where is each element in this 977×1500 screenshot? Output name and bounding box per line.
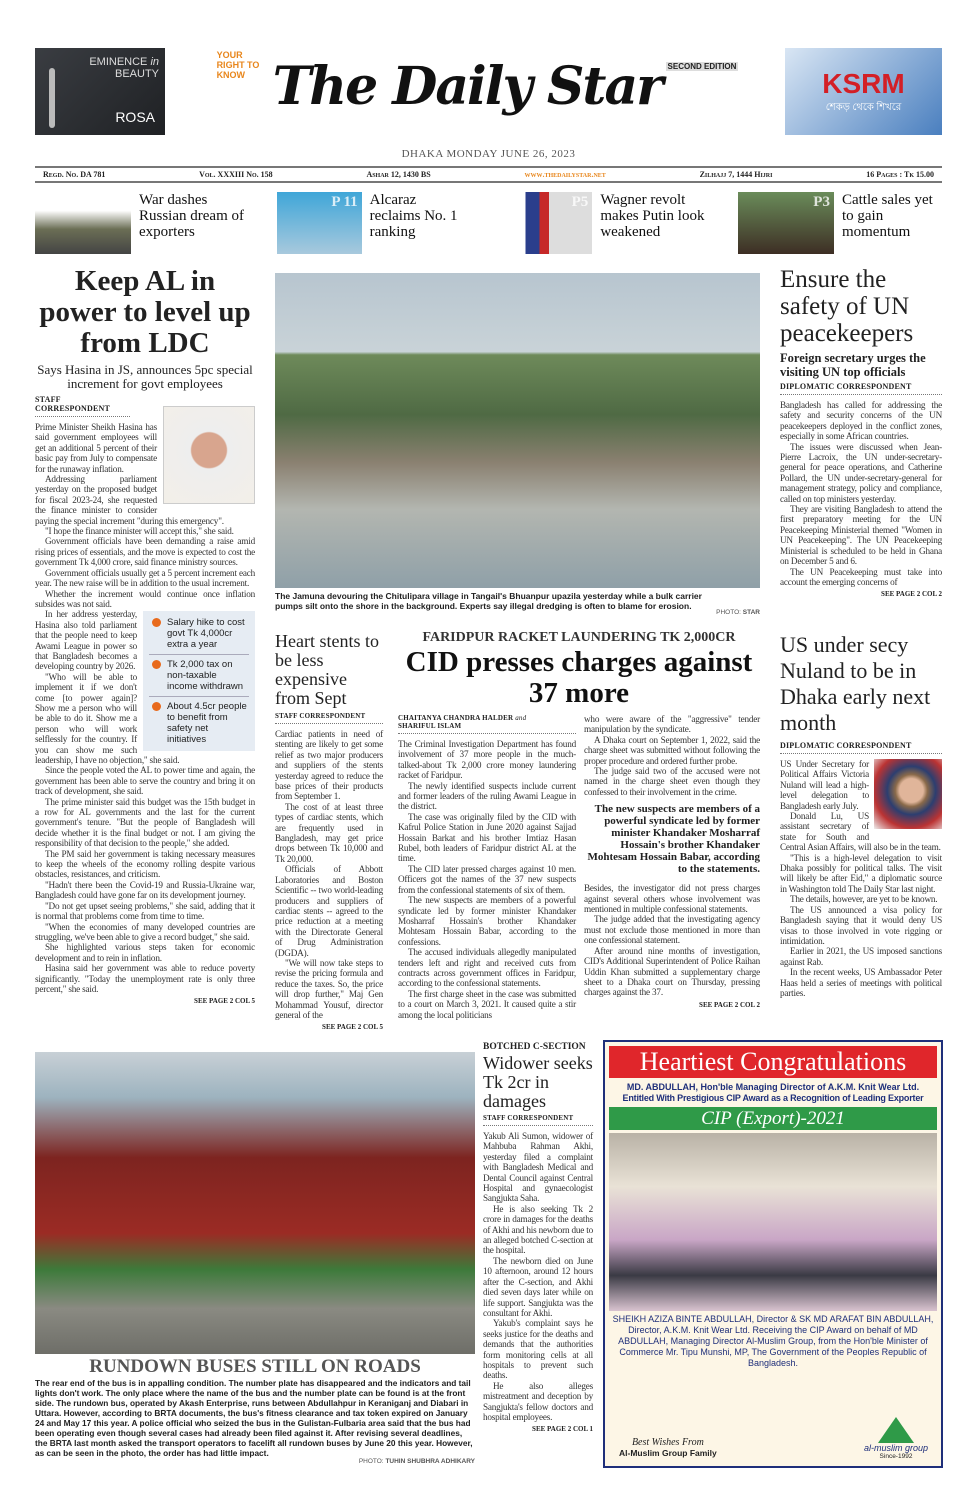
un-byline: DIPLOMATIC CORRESPONDENT bbox=[780, 382, 942, 395]
paragraph: The judge said two of the accused were not named in the charge sheet even though they confessed to their involvement in the crime. bbox=[584, 766, 760, 797]
stents-byline: STAFF CORRESPONDENT bbox=[275, 712, 383, 724]
widower-headline[interactable]: Widower seeks Tk 2cr in damages bbox=[483, 1053, 593, 1111]
teaser-item[interactable] bbox=[35, 192, 249, 254]
paragraph: "We will now take steps to revise the pricing formula and reduce the taxes. So, the price will drop further," Maj Gen Mohammad Yousuf, director general of the bbox=[275, 957, 383, 1020]
paragraph: The newly identified suspects include current and former leaders of the ruling Awami League in the district. bbox=[398, 780, 576, 812]
widower-kicker: BOTCHED C-SECTION bbox=[483, 1042, 586, 1052]
paragraph: Besides, the investigator did not press charges against several others whose involvement was mentioned in multiple confessional statements. bbox=[584, 883, 760, 915]
edition-label: SECOND EDITION bbox=[667, 62, 737, 71]
widower-byline: STAFF CORRESPONDENT bbox=[483, 1114, 593, 1126]
ad-family: Al-Muslim Group Family bbox=[619, 1448, 717, 1458]
paragraph: who were aware of the "aggressive" tender manipulation by the syndicate. bbox=[584, 714, 760, 735]
ad-ksrm-brand: KSRM bbox=[822, 68, 905, 99]
ad-signoff bbox=[619, 1437, 717, 1458]
ad-line2: Entitled With Prestigious CIP Award as a Recognition of Leading Exporter bbox=[622, 1093, 924, 1103]
cid-kicker: FARIDPUR RACKET LAUNDERING TK 2,000CR bbox=[422, 630, 736, 645]
ad-rosa-line1: EMINENCE bbox=[89, 56, 148, 68]
byline-and: and bbox=[515, 714, 527, 722]
lead-body bbox=[35, 422, 255, 994]
paragraph: Cardiac patients in need of stenting are likely to get some relief as two major producers and suppliers of the stents yesterday agreed to reduce the base prices of their products from September 1. bbox=[275, 729, 383, 802]
paragraph: The new suspects are members of a powerful syndicate led by former minister Khandaker Mosharraf Hossain's brother Khandaker Mohtesam Hossain Babar, according to the confessions. bbox=[398, 895, 576, 947]
nuland-photo bbox=[874, 759, 942, 829]
paragraph: The Criminal Investigation Department has found involvement of 37 more people in the much-talked-about Tk 2,000 crore money laundering racket of Faridpur. bbox=[398, 739, 576, 781]
paragraph: Addressing parliament yesterday on the proposed budget for fiscal 2023-24, she requested the finance minister to consider paying the special increment "during this emergency". bbox=[35, 474, 224, 526]
ad-wishes: Best Wishes From bbox=[631, 1437, 704, 1448]
paragraph: She highlighted various steps taken for economic development and to rein in inflation. bbox=[35, 942, 255, 963]
cid-col1 bbox=[398, 714, 576, 1020]
bus-story bbox=[35, 1356, 475, 1466]
ad-banner: CIP (Export)-2021 bbox=[609, 1107, 937, 1130]
putin-photo bbox=[497, 192, 592, 254]
nuland-byline: DIPLOMATIC CORRESPONDENT bbox=[780, 741, 942, 754]
paragraph: The newborn died on June 10 afternoon, around 12 hours after the C-section, and Akhi died seven days later while on life support. Sangjukta was the consultant for Akhi. bbox=[483, 1255, 593, 1318]
author-2: SHARIFUL ISLAM bbox=[398, 722, 462, 730]
bus-title: RUNDOWN BUSES STILL ON ROADS bbox=[89, 1356, 421, 1377]
paragraph: The judge added that the investigating agency must not exclude those mentioned in more than one confessional statement. bbox=[584, 914, 760, 946]
teaser-title: Wagner revolt makes Putin look weakened bbox=[600, 192, 705, 240]
masthead-logo[interactable]: The Daily Star bbox=[272, 56, 662, 117]
paragraph: Donald Lu, US assistant secretary of state for South and Central Asian Affairs, will also be in the team. bbox=[780, 811, 941, 853]
ad-line1: MD. ABDULLAH, Hon'ble Managing Director of A.K.M. Knit Wear Ltd. bbox=[626, 1082, 920, 1092]
paragraph: The case was originally filed by the CID with Kafrul Police Station in June 2020 against Sajjad Hossain Barkat and his brother Imtiaz Hasan Rubel, both leaders of Faridpur district AL at the time. bbox=[398, 811, 576, 864]
ad-body: SHEIKH AZIZA BINTE ABDULLAH, Director & SK MD ARAFAT BIN ABDULLAH, Director, A.K.M. Knit Wear Ltd. Receiving the CIP Award on behalf of MD ABDULLAH, Managing Director Al-Muslim Group, from the Hon'ble Minister of Commerce Mr. Tipu Munshi, MP, The Government of the Peoples Republic of Bangladesh. bbox=[612, 1314, 934, 1368]
paragraph: The CID later pressed charges against 10 men. Officers got the names of the 37 new suspects from the confessional statements of six of them. bbox=[398, 863, 576, 895]
paragraph: In her address yesterday, Hasina also told parliament that the people need to keep Awami League in power so that Bangladesh becomes a developing country by 2026. bbox=[35, 609, 137, 672]
paragraph: The US announced a visa policy for Bangladesh saying that it would deny US visas to those involved in vote rigging or intimidation. bbox=[780, 904, 942, 946]
logo-since: Since-1992 bbox=[879, 1453, 913, 1460]
page-number: B1 bbox=[109, 194, 127, 210]
un-story bbox=[780, 266, 942, 598]
paragraph: Officials of Abbott Laboratories and Boston Scientific -- two world-leading producers and suppliers of cardiac stents -- agreed to the price reduction at a meeting with the Directorate General of Drug Administration (DGDA). bbox=[275, 864, 383, 958]
paragraph: Bangladesh has called for addressing the safety and security concerns of the UN peacekeepers deployed in the conflict zones, especially in some African countries. bbox=[780, 400, 942, 442]
teaser-item[interactable] bbox=[497, 192, 710, 254]
paragraph: Government officials have been demanding a raise amid rising prices of essentials, and the move is expected to cost the government Tk 4,000 crore, said finance ministry sources. bbox=[35, 536, 255, 568]
photo-credit bbox=[712, 609, 760, 616]
teaser-title: War dashes Russian dream of exporters bbox=[139, 192, 244, 240]
teaser-item[interactable] bbox=[277, 192, 470, 254]
ad-ksrm-tagline: শেকড় থেকে শিখরে bbox=[825, 102, 902, 113]
paragraph: The prime minister said this budget was the 15th budget in a row for AL governments and the last for the current government's tenure. "But the people of Bangladesh will decide whether it is the final budget or not. I am giving the responsibility of that decision to the people," she added. bbox=[35, 796, 255, 849]
paragraph: "When the economies of many developed countries are struggling, we've been able to give a record budget," she said. bbox=[35, 921, 255, 942]
un-body bbox=[780, 400, 942, 587]
cid-body-col2a bbox=[584, 714, 760, 797]
bus-caption: The rear end of the bus is in appalling condition. The number plate has disappeared and the indicators and tail lights don't work. The only place where the name of the bus and the number plate can be found is at the front side. The rundown bus, operated by Akash Enterprise, runs between Abdullahpur in Keraniganj and Diabari in Uttara. However, according to BRTA documents, the bus's fitness clearance and tax token expired on January 24 and May 17 this year. A police official who seized the bus in the Gulistan-Fulbaria area said that the bus had been operating even though several cases had already been filed against it. After revising several deadlines, the BRTA last month asked the transport operators to facelift all rundown buses by June 20 this year. However, as can be seen in the photo, the order has had little impact. bbox=[35, 1378, 473, 1458]
paragraph: He also alleges mistreatment and deception by Sangjukta's fellow doctors and hospital employees. bbox=[483, 1380, 593, 1422]
ad-title: Heartiest Congratulations bbox=[609, 1046, 937, 1078]
cid-body-col2b bbox=[584, 883, 760, 997]
paragraph: The issues were discussed when Jean-Pierre Lacroix, the UN under-secretary-general for peace operations, and Catherine Pollard, the UN under-secretary-general for management strategy, policy and compliance, called on top ministers yesterday. bbox=[780, 441, 942, 504]
ad-rosa-line2: BEAUTY bbox=[114, 68, 159, 80]
paragraph: He is also seeking Tk 2 crore in damages for the deaths of Akhi and his newborn due to an alleged botched C-section at the hospital. bbox=[483, 1203, 593, 1256]
nuland-headline[interactable]: US under secy Nuland to be in Dhaka early next month bbox=[780, 632, 931, 735]
hasina-photo bbox=[163, 406, 255, 504]
ad-ksrm[interactable] bbox=[785, 48, 942, 135]
ad-rosa[interactable] bbox=[35, 48, 165, 135]
paragraph: Yakub Ali Sumon, widower of Mahbuba Rahman Akhi, yesterday filed a complaint with Bangladesh Medical and Dental Council against Central Hospital and gynaecologist Sangjukta Saha. bbox=[483, 1131, 593, 1204]
paragraph: Government officials usually get a 5 percent increment each year. The new raise will be in addition to the usual increment. bbox=[35, 567, 255, 589]
cid-headline[interactable]: CID presses charges against 37 more bbox=[405, 646, 753, 709]
paragraph: "Hadn't there been the Covid-19 and Russia-Ukraine war, Bangladesh could have gone far on its development journey. bbox=[35, 879, 255, 901]
paragraph: After around nine months of investigation, CID's Additional Superintendent of Police Raihan Uddin Khan submitted a supplementary charge sheet to a Dhaka court on Thursday, pressing charges against the 37. bbox=[584, 945, 760, 998]
teaser-item[interactable] bbox=[738, 192, 942, 254]
nuland-body bbox=[780, 759, 942, 998]
un-headline[interactable]: Ensure the safety of UN peacekeepers bbox=[780, 266, 914, 347]
ad-rosa-line1b: in bbox=[150, 56, 159, 68]
hijri-date: Zilhajj 7, 1444 Hijri bbox=[699, 170, 773, 179]
paragraph: The first charge sheet in the case was submitted to a court on March 3, 2021. It caused quite a stir among the local politicians bbox=[398, 988, 576, 1020]
stents-jump[interactable]: SEE PAGE 2 COL 5 bbox=[322, 1023, 383, 1032]
alcaraz-photo bbox=[277, 192, 362, 254]
paragraph: A Dhaka court on September 1, 2022, said the charge sheet was submitted without following the proper procedure and ordered further probe. bbox=[584, 734, 760, 766]
logo-text: al-muslim group bbox=[863, 1443, 929, 1453]
stents-story bbox=[275, 632, 383, 1031]
paragraph: The details, however, are yet to be known. bbox=[790, 894, 938, 905]
nuland-story bbox=[780, 632, 942, 998]
paragraph: The PM said her government is taking necessary measures to keep the wheels of the economy rolling despite various obstacles, resistances, and criticism. bbox=[35, 848, 255, 880]
teaser-title: Alcaraz reclaims No. 1 ranking bbox=[369, 192, 458, 240]
paragraph: US Under Secretary for Political Affairs Victoria Nuland will lead a high-level delegation to Bangladesh early July. bbox=[780, 759, 869, 811]
lead-subhead: Says Hasina in JS, announces 5pc special increment for govt employees bbox=[37, 362, 253, 391]
lead-jump[interactable]: SEE PAGE 2 COL 5 bbox=[194, 997, 255, 1006]
paragraph: Since the people voted the AL to power time and again, the government has been able to serve the country and bring it on track of development, she said. bbox=[35, 765, 255, 797]
volume: Vol. XXXIII No. 158 bbox=[199, 170, 273, 179]
credit-name: TUHIN SHUBHRA ADHIKARY bbox=[385, 1458, 475, 1465]
credit-label: PHOTO: bbox=[358, 1458, 384, 1465]
cid-jump[interactable]: SEE PAGE 2 COL 2 bbox=[699, 1000, 760, 1009]
paragraph: In the recent weeks, US Ambassador Peter Haas held a series of meetings with political parties. bbox=[780, 967, 942, 998]
paragraph: Yakub's complaint says he seeks justice for the deaths and demands that the authorities form monitoring cells at all hospitals to prevent such deaths. bbox=[483, 1318, 593, 1381]
highlight-item: About 4.5cr people to benefit from safety net initiatives bbox=[149, 697, 249, 749]
cip-advertisement[interactable] bbox=[603, 1040, 943, 1468]
tank-photo bbox=[35, 192, 131, 254]
paragraph: The UN Peacekeeping must take into account the emerging concerns of bbox=[780, 566, 942, 587]
page-number: P5 bbox=[571, 194, 589, 210]
teaser-title: Cattle sales yet to gain momentum bbox=[841, 192, 933, 240]
erosion-photo[interactable] bbox=[275, 273, 760, 588]
masthead-row bbox=[175, 42, 780, 142]
paragraph: Hasina said her government was able to reduce poverty significantly. "Today the unemployment rate is only three percent," she said. bbox=[35, 963, 255, 994]
regd-no: Regd. No. DA 781 bbox=[43, 170, 106, 179]
teaser-strip bbox=[35, 192, 942, 254]
lead-story bbox=[35, 266, 255, 1005]
paragraph: Prime Minister Sheikh Hasina has said government employees will get an additional 5 percent of their basic pay from July to compensate for the runaway inflation. bbox=[35, 422, 157, 474]
highlights-box bbox=[143, 611, 255, 751]
logo-triangle-icon bbox=[878, 1417, 914, 1443]
bus-photo-credit bbox=[35, 1458, 475, 1466]
cid-body-col1 bbox=[398, 739, 576, 1020]
bus-photo[interactable] bbox=[35, 1052, 475, 1354]
paragraph: The accused individuals allegedly manipulated tenders left and right and received cuts from contracts across government offices in Faridpur, according to the confessional statements. bbox=[398, 947, 576, 989]
masthead-tagline: YOUR RIGHT TO KNOW bbox=[216, 50, 260, 80]
widower-jump[interactable]: SEE PAGE 2 COL 1 bbox=[532, 1425, 593, 1434]
faucet-icon bbox=[49, 68, 55, 128]
paragraph: "This is a high-level delegation to visit Dhaka possibly for political talks. The visit will likely be after Eid," a diplomatic source in Washington told The Daily Star last night. bbox=[780, 852, 942, 894]
paragraph: They are visiting Bangladesh to attend the first preparatory meeting for the UN Peacekeeping Ministerial themed "Women in UN Peacekeeping". The UN Peacekeeping Ministerial is scheduled to be held in Ghana on December 5 and 6. bbox=[780, 504, 942, 567]
photo-caption: The Jamuna devouring the Chitulipara village in Tangail's Bhuanpur upazila yesterday while a bulk carrier pumps silt onto the shore in the background. Experts say illegal dredging is often to blame for erosion. bbox=[275, 591, 702, 611]
credit-label: PHOTO: bbox=[716, 609, 741, 616]
page-number: P 11 bbox=[331, 194, 358, 210]
widower-body bbox=[483, 1131, 593, 1422]
un-subhead: Foreign secretary urges the visiting UN top officials bbox=[780, 351, 926, 379]
stents-body bbox=[275, 729, 383, 1020]
website-link[interactable]: www.thedailystar.net bbox=[524, 170, 606, 179]
pages-price: 16 Pages : Tk 15.00 bbox=[866, 170, 934, 179]
cid-pullquote: The new suspects are members of a powerful syndicate led by former minister Khandaker Mosharraf Hossain's brother Khandaker Mohtesam Hossain Babar, according to the statements. bbox=[587, 803, 760, 876]
highlight-item: Tk 2,000 tax on non-taxable income withdrawn bbox=[149, 655, 249, 697]
lead-headline[interactable]: Keep AL in power to level up from LDC bbox=[39, 265, 251, 359]
paragraph: "I hope the finance minister will accept this," she said. bbox=[45, 526, 234, 537]
highlight-item: Salary hike to cost govt Tk 4,000cr extra a year bbox=[149, 613, 249, 655]
paragraph: "Who will be able to implement it if we don't come [to power again]? Show me a person who will be able to do it. Show me a person who will work selflessly for the country. If you can show me such leadership, I have no objection," she said. bbox=[35, 671, 180, 765]
widower-story bbox=[483, 1042, 593, 1433]
cid-col2 bbox=[584, 714, 760, 1009]
cattle-photo bbox=[738, 192, 834, 254]
bangla-date: Ashar 12, 1430 BS bbox=[366, 170, 431, 179]
paragraph: Whether the increment would continue once inflation subsides was not said. bbox=[35, 588, 255, 609]
stents-headline[interactable]: Heart stents to be less expensive from Sept bbox=[275, 631, 379, 708]
al-muslim-logo bbox=[861, 1417, 931, 1460]
author-1: CHAITANYA CHANDRA HALDER bbox=[398, 714, 514, 722]
lead-byline: STAFF CORRESPONDENT bbox=[35, 395, 130, 417]
paragraph: Earlier in 2021, the US imposed sanctions against Rab. bbox=[780, 946, 942, 967]
cid-byline bbox=[398, 714, 576, 734]
paragraph: The cost of at least three types of cardiac stents, which are frequently used in Bangladesh, may get price drops between Tk 10,000 and Tk 20,000. bbox=[275, 801, 383, 864]
award-photo bbox=[609, 1133, 937, 1311]
dateline: DHAKA MONDAY JUNE 26, 2023 bbox=[401, 148, 576, 160]
credit-name: STAR bbox=[742, 609, 760, 616]
ad-rosa-brand: ROSA bbox=[115, 109, 155, 125]
un-jump[interactable]: SEE PAGE 2 COL 2 bbox=[881, 590, 942, 599]
info-bar bbox=[35, 166, 942, 183]
paragraph: "Do not get upset seeing problems," she said, adding that it is normal that problems come from time to time. bbox=[35, 900, 255, 922]
page-number: P3 bbox=[813, 194, 830, 210]
